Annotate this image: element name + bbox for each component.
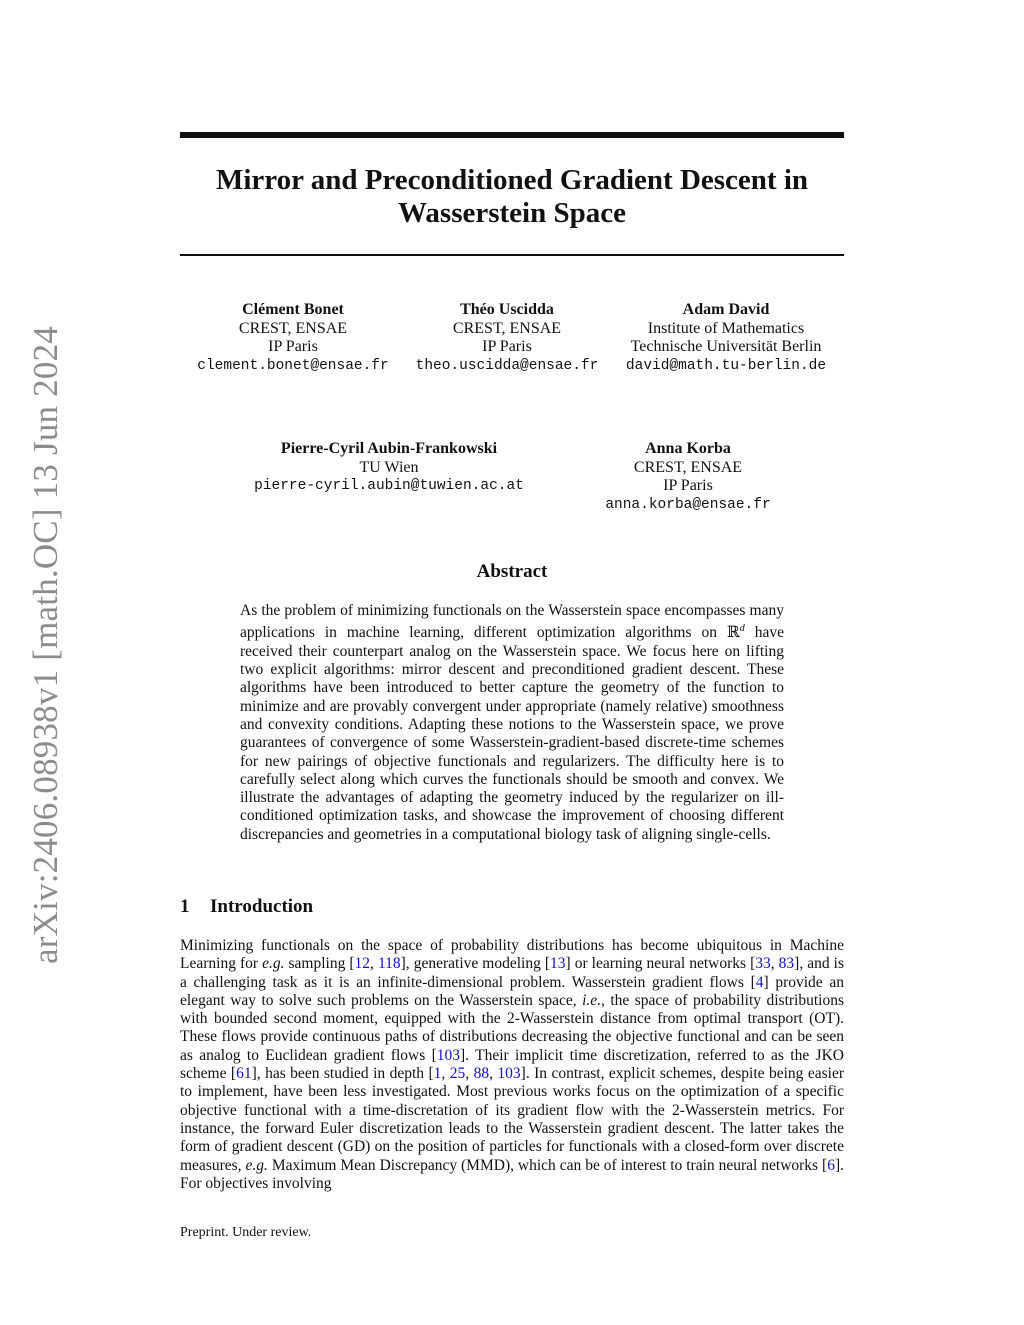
author-affiliation: Institute of Mathematics (647, 319, 805, 337)
abstract-text: As the problem of minimizing functionals on the Wasserstein space encompasses many applications in machine learning, different optimization algorithms on ℝ$^d$ have received their counterpart analog on the Wasserstein space. We focus here on lifting two explicit algorithms: mirror descent and preconditioned gradient descent. These algorithms have been introduced to better capture the geometry of the function to minimize and are provably convergent under appropriate (namely relative) smoothness and convexity conditions. Adapting these notions to the Wasserstein space, we prove guarantees of convergence of some Wasserstein-gradient-based discrete-time schemes for new pairings of objective functionals and regularizers. The difficulty here is to carefully select along which curves the functionals should be smooth and convex. We illustrate the advantages of adapting the geometry induced by the regularizer on ill-conditioned optimization tasks, and showcase the improvement of choosing different discrepancies and geometries in a computational biology task of aligning single-cells. (240, 602, 785, 843)
title-top-rule (180, 132, 844, 138)
arxiv-sidebar (14, 326, 78, 964)
introduction-paragraph: Minimizing functionals on the space of probability distributions has become ubiquitous in Machine Learning for e.g. sampling [12, 118], generative modeling [13] or learning neural networks [33, 83], and is a challenging task as it is an infinite-dimensional problem. Wasserstein gradient flows [4] provide an elegant way to solve such problems on the Wasserstein space, i.e., the space of probability distributions with bounded second moment, equipped with the 2-Wasserstein distance from optimal transport (OT). These flows provide continuous paths of distributions decreasing the objective functional and can be seen as analog to Euclidean gradient flows [103]. Their implicit time discretization, referred to as the JKO scheme [61], has been studied in depth [1, 25, 88, 103]. In contrast, explicit schemes, despite being easier to implement, have been less investigated. Most previous works focus on the optimization of a specific objective functional with a time-discretation of its gradient flow with the 2-Wasserstein metrics. For instance, the forward Euler discretization leads to the Wasserstein gradient descent. The latter takes the form of gradient descent (GD) on the position of particles for functionals with a closed-form over discrete measures, e.g. Maximum Mean Discrepancy (MMD), which can be of interest to train neural networks [6]. For objectives involving (180, 937, 845, 1192)
real-space-symbol: ℝ$^d$ (726, 623, 745, 642)
author-name: Pierre-Cyril Aubin-Frankowski (280, 440, 498, 457)
citation-link[interactable]: 25 (449, 1065, 466, 1083)
preprint-footer: Preprint. Under review. (180, 1225, 312, 1240)
citation-link[interactable]: 13 (550, 955, 566, 973)
author-block (598, 440, 778, 514)
author-affiliation: IP Paris (663, 477, 713, 494)
author-affiliation: IP Paris (482, 338, 532, 355)
citation-link[interactable]: 33 (755, 955, 771, 973)
section-title: Introduction (210, 896, 314, 917)
author-name: Adam David (682, 301, 770, 318)
citation-link[interactable]: 118 (377, 955, 401, 973)
author-affiliation: TU Wien (359, 458, 419, 476)
citation-link[interactable]: 4 (755, 973, 764, 991)
author-affiliation: CREST, ENSAE (633, 458, 743, 476)
paper-title: Mirror and Preconditioned Gradient Descent in Wasserstein Space (215, 164, 809, 229)
citation-link[interactable]: 103 (497, 1065, 521, 1083)
author-email[interactable]: anna.korba@ensae.fr (605, 496, 771, 513)
citation-link[interactable]: 61 (236, 1065, 252, 1083)
citation-link[interactable]: 6 (827, 1156, 835, 1174)
author-name: Anna Korba (645, 440, 731, 457)
author-email[interactable]: david@math.tu-berlin.de (625, 357, 827, 374)
author-block (246, 440, 532, 496)
author-affiliation: CREST, ENSAE (238, 319, 348, 337)
author-affiliation: IP Paris (268, 338, 318, 355)
section-heading (180, 896, 313, 918)
author-block (616, 301, 836, 375)
author-email[interactable]: pierre-cyril.aubin@tuwien.ac.at (254, 478, 524, 494)
section-number: 1 (180, 896, 190, 917)
title-bottom-rule (180, 254, 844, 256)
arxiv-identifier: arXiv:2406.08938v1 [math.OC] 13 Jun 2024 (26, 326, 66, 964)
author-email[interactable]: clement.bonet@ensae.fr (197, 357, 389, 374)
citation-link[interactable]: 1 (433, 1065, 442, 1083)
author-email[interactable]: theo.uscidda@ensae.fr (415, 357, 599, 374)
author-affiliation: Technische Universität Berlin (630, 338, 822, 355)
citation-link[interactable]: 83 (778, 955, 795, 973)
abstract-heading: Abstract (476, 561, 548, 582)
author-block (407, 301, 607, 375)
citation-link[interactable]: 103 (436, 1046, 460, 1064)
author-block (193, 301, 393, 375)
author-affiliation: CREST, ENSAE (452, 319, 562, 337)
author-name: Théo Uscidda (460, 301, 554, 318)
author-name: Clément Bonet (242, 301, 344, 318)
citation-link[interactable]: 12 (354, 955, 371, 973)
citation-link[interactable]: 88 (473, 1065, 490, 1083)
